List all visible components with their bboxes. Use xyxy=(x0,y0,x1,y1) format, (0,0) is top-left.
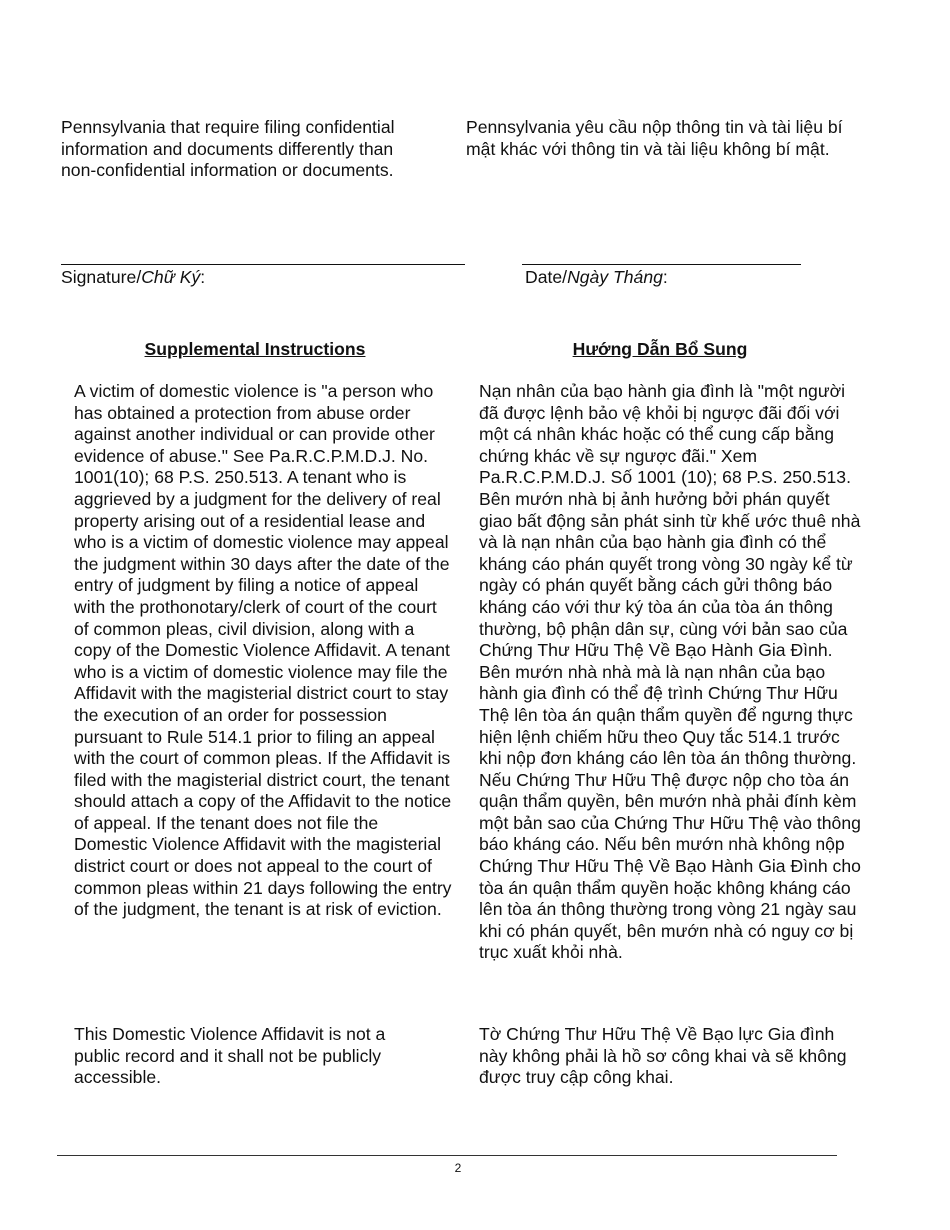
supplemental-instructions-heading-vietnamese: Hướng Dẫn Bổ Sung xyxy=(572,339,748,359)
date-label: Date/Ngày Tháng: xyxy=(525,267,668,287)
date-line[interactable] xyxy=(522,264,801,265)
public-record-note-vietnamese: Tờ Chứng Thư Hữu Thệ Về Bạo lực Gia đình này không phải là hồ sơ công khai và sẽ không được truy cập công khai. xyxy=(479,1024,847,1088)
instructions-body-vietnamese: Nạn nhân của bạo hành gia đình là "một người đã được lệnh bảo vệ khỏi bị ngược đãi đối với một cá nhân khác hoặc có thể cung cấp bằng chứng khác về sự ngược đãi." Xem Pa.R.C.P.M.D.J. Số 1001 (10); 68 P.S. 250.513. Bên mướn nhà bị ảnh hưởng bởi phán quyết giao bất động sản phát sinh từ khế ước thuê nhà và là nạn nhân của bạo hành gia đình có thể kháng cáo phán quyết trong vòng 30 ngày kể từ ngày có phán quyết bằng cách gửi thông báo kháng cáo với thư ký tòa án của tòa án thông thường, bộ phận dân sự, cùng với bản sao của Chứng Thư Hữu Thệ Về Bạo Hành Gia Đình. Bên mướn nhà nhà mà là nạn nhân của bạo hành gia đình có thể đệ trình Chứng Thư Hữu Thệ lên tòa án quận thẩm quyền để ngưng thực hiện lệnh chiếm hữu theo Quy tắc 514.1 trước khi nộp đơn kháng cáo lên tòa án thông thường. Nếu Chứng Thư Hữu Thệ được nộp cho tòa án quận thẩm quyền, bên mướn nhà phải đính kèm một bản sao của Chứng Thư Hữu Thệ vào thông báo kháng cáo. Nếu bên mướn nhà không nộp Chứng Thư Hữu Thệ Về Bạo Hành Gia Đình cho tòa án quận thẩm quyền hoặc không kháng cáo lên tòa án thông thường trong vòng 21 ngày sau khi có phán quyết, bên mướn nhà có nguy cơ bị trục xuất khỏi nhà. xyxy=(479,381,861,963)
instructions-body-english: A victim of domestic violence is "a person who has obtained a protection from abuse order against another individual or can provide other evidence of abuse." See Pa.R.C.P.M.D.J. No. 1001(10); 68 P.S. 250.513. A tenant who is aggrieved by a judgment for the delivery of real property arising out of a residential lease and who is a victim of domestic violence may appeal the judgment within 30 days after the date of the entry of judgment by filing a notice of appeal with the prothonotary/clerk of court of the court of common pleas, civil division, along with a copy of the Domestic Violence Affidavit. A tenant who is a victim of domestic violence may file the Affidavit with the magisterial district court to stay the execution of an order for possession pursuant to Rule 514.1 prior to filing an appeal with the court of common pleas. If the Affidavit is filed with the magisterial district court, the tenant should attach a copy of the Affidavit to the notice of appeal. If the tenant does not file the Domestic Violence Affidavit with the magisterial district court or does not appeal to the court of common pleas within 21 days following the entry of the judgment, the tenant is at risk of eviction. xyxy=(74,381,452,920)
signature-line[interactable] xyxy=(61,264,465,265)
footer-divider xyxy=(57,1155,837,1156)
top-paragraph-vietnamese: Pennsylvania yêu cầu nộp thông tin và tài liệu bí mật khác với thông tin và tài liệu không bí mật. xyxy=(466,117,843,159)
public-record-note-english: This Domestic Violence Affidavit is not a public record and it shall not be publicly accessible. xyxy=(74,1024,386,1088)
signature-label: Signature/Chữ Ký: xyxy=(61,267,206,287)
top-paragraph-english: Pennsylvania that require filing confidential information and documents differently than non-confidential information or documents. xyxy=(61,117,395,181)
page-number: 2 xyxy=(454,1161,462,1175)
supplemental-instructions-heading: Supplemental Instructions xyxy=(144,339,366,359)
